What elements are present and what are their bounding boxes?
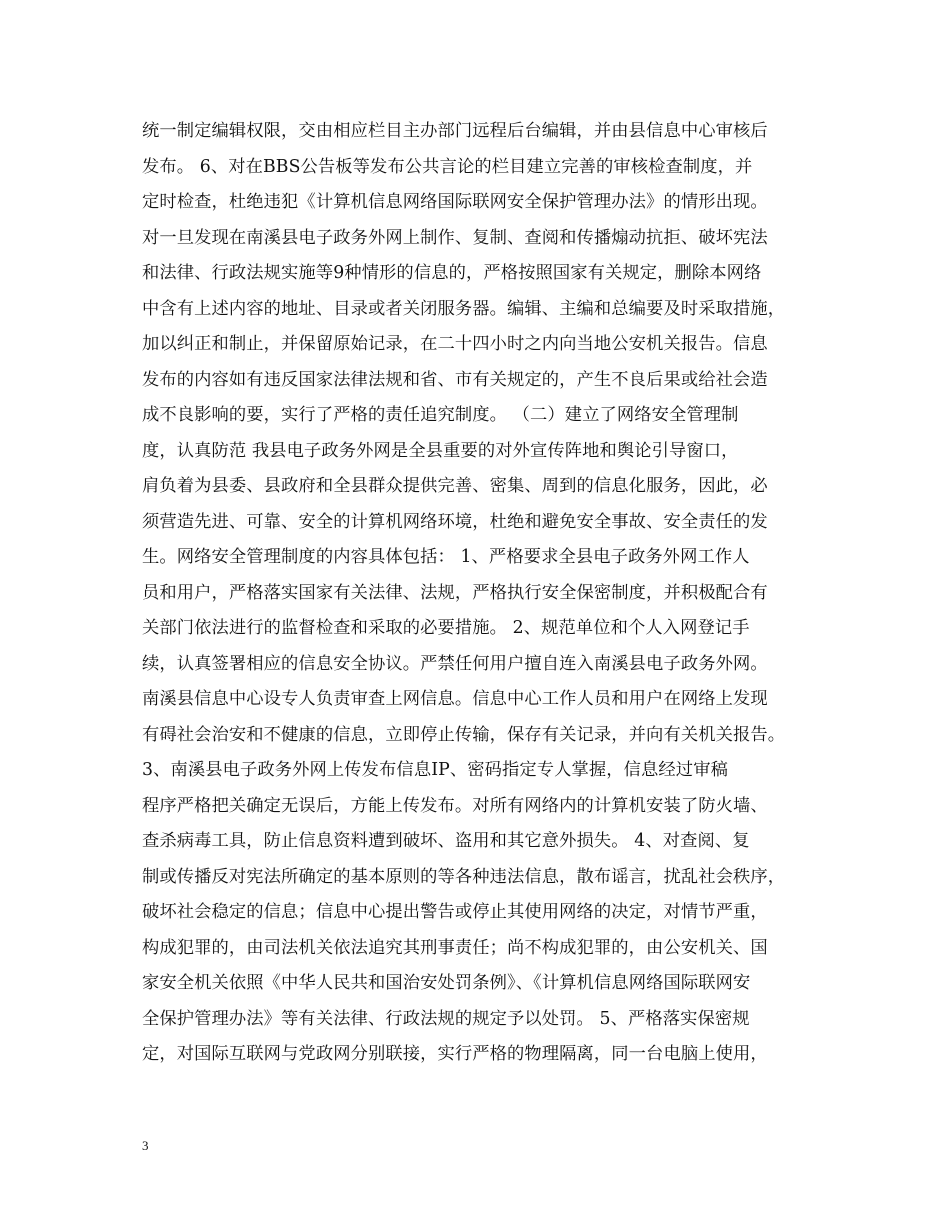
text-line: 家安全机关依照《中华人民共和国治安处罚条例》、《计算机信息网络国际联网安 <box>142 973 751 993</box>
text-line: 南溪县信息中心设专人负责审查上网信息。信息中心工作人员和用户在网络上发现 <box>142 689 768 709</box>
text-line: 成不良影响的要，实行了严格的责任追究制度。 （二）建立了网络安全管理制 <box>142 405 739 425</box>
page-number: 3 <box>142 1138 149 1153</box>
text-line: 度，认真防范 我县电子政务外网是全县重要的对外宣传阵地和舆论引导窗口， <box>142 440 739 461</box>
text-line: 制或传播反对宪法所确定的基本原则的等各种违法信息，散布谣言，扰乱社会秩序， <box>142 866 786 887</box>
body-text <box>142 114 812 1073</box>
text-line: 定时检查，杜绝违犯《计算机信息网络国际联网安全保护管理办法》的情形出现。 <box>142 192 768 212</box>
text-line: 3、南溪县电子政务外网上传发布信息IP、密码指定专人掌握，信息经过审稿 <box>142 760 728 780</box>
text-line: 定，对国际互联网与党政网分别联接，实行严格的物理隔离，同一台电脑上使用， <box>142 1044 768 1064</box>
text-line: 查杀病毒工具，防止信息资料遭到破坏、盗用和其它意外损失。 4、对查阅、复 <box>142 831 750 851</box>
text-line: 和法律、行政法规实施等9种情形的信息的，严格按照国家有关规定，删除本网络 <box>142 263 762 283</box>
text-line: 关部门依法进行的监督检查和采取的必要措施。 2、规范单位和个人入网登记手 <box>142 618 750 638</box>
text-line: 员和用户，严格落实国家有关法律、法规，严格执行安全保密制度，并积极配合有 <box>142 582 768 603</box>
text-line: 统一制定编辑权限，交由相应栏目主办部门远程后台编辑，并由县信息中心审核后 <box>142 121 768 141</box>
text-line: 对一旦发现在南溪县电子政务外网上制作、复制、查阅和传播煽动抗拒、破坏宪法 <box>142 227 768 248</box>
text-line: 须营造先进、可靠、安全的计算机网络环境，杜绝和避免安全事故、安全责任的发 <box>142 511 768 532</box>
text-line: 中含有上述内容的地址、目录或者关闭服务器。编辑、主编和总编要及时采取措施， <box>142 298 786 319</box>
text-line: 全保护管理办法》等有关法律、行政法规的规定予以处罚。 5、严格落实保密规 <box>142 1008 750 1029</box>
text-line: 破坏社会稳定的信息；信息中心提出警告或停止其使用网络的决定，对情节严重， <box>142 902 768 922</box>
text-line: 续，认真签署相应的信息安全协议。严禁任何用户擅自连入南溪县电子政务外网。 <box>142 653 768 674</box>
text-line: 肩负着为县委、县政府和全县群众提供完善、密集、周到的信息化服务，因此，必 <box>142 476 768 496</box>
text-line: 程序严格把关确定无误后，方能上传发布。对所有网络内的计算机安装了防火墙、 <box>142 795 768 816</box>
text-line: 发布的内容如有违反国家法律法规和省、市有关规定的，产生不良后果或给社会造 <box>142 369 768 390</box>
text-line: 生。网络安全管理制度的内容具体包括： 1、严格要求全县电子政务外网工作人 <box>142 547 750 567</box>
text-line: 有碍社会治安和不健康的信息，立即停止传输，保存有关记录，并向有关机关报告。 <box>142 724 786 745</box>
text-line: 构成犯罪的，由司法机关依法追究其刑事责任；尚不构成犯罪的，由公安机关、国 <box>142 937 768 958</box>
text-line: 发布。 6、对在BBS公告板等发布公共言论的栏目建立完善的审核检查制度，并 <box>142 156 753 177</box>
text-line: 加以纠正和制止，并保留原始记录，在二十四小时之内向当地公安机关报告。信息 <box>142 334 768 354</box>
